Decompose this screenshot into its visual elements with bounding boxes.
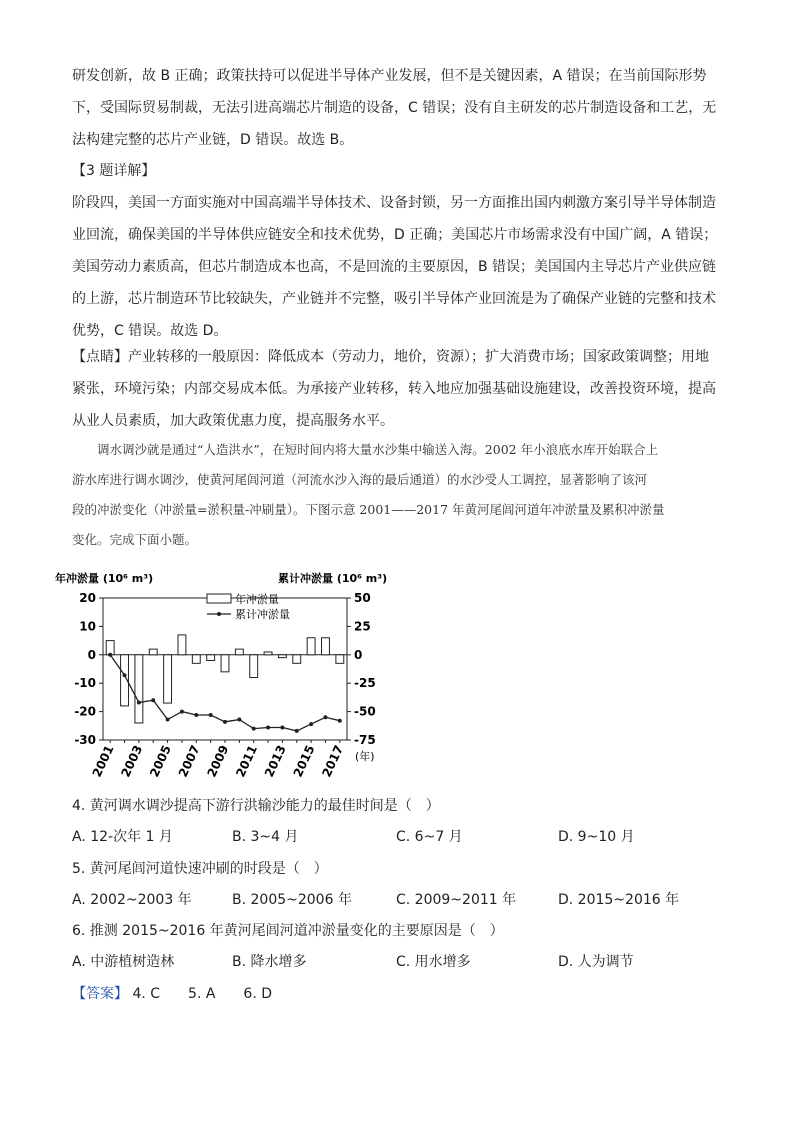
right-tick-label: -50 xyxy=(354,704,376,719)
question-4-stem: 4. 黄河调水调沙提高下游行洪输沙能力的最佳时间是（ ） xyxy=(72,798,440,814)
question-6-stem: 6. 推测 2015~2016 年黄河尾闾河道冲淤量变化的主要原因是（ ） xyxy=(72,923,504,939)
cumulative-point xyxy=(309,722,313,726)
cumulative-point xyxy=(266,726,270,730)
cumulative-point xyxy=(166,718,170,722)
annual-bar xyxy=(293,655,301,664)
option-c[interactable]: C. 用水增多 xyxy=(396,954,471,970)
annual-bar xyxy=(135,655,143,723)
option-a[interactable]: A. 中游植树造林 xyxy=(72,954,175,970)
sediment-chart xyxy=(55,570,395,780)
right-tick-label: -25 xyxy=(354,676,376,691)
cumulative-point xyxy=(194,713,198,717)
x-tick-label: 2009 xyxy=(204,743,232,780)
option-c[interactable]: C. 2009~2011 年 xyxy=(396,892,517,908)
x-tick-label: 2015 xyxy=(290,743,318,780)
option-a[interactable]: A. 12-次年 1 月 xyxy=(72,829,173,845)
annual-bar xyxy=(178,635,186,655)
text-line: 段的冲淤变化（冲淤量=淤积量-冲刷量）。下图示意 2001——2017 年黄河尾闾河道年冲淤量及累积冲淤量 xyxy=(72,502,665,517)
left-tick-label: 10 xyxy=(79,619,96,634)
cumulative-point xyxy=(223,720,227,724)
annual-bar xyxy=(278,655,286,658)
option-d[interactable]: D. 2015~2016 年 xyxy=(558,892,680,908)
cumulative-point xyxy=(180,710,184,714)
cumulative-point xyxy=(338,719,342,723)
x-tick-label: 2003 xyxy=(118,743,146,780)
x-unit-label: (年) xyxy=(355,750,375,763)
text-line: 美国劳动力素质高，但芯片制造成本也高，不是回流的主要原因，B 错误；美国国内主导芯片产业供应链 xyxy=(72,259,717,275)
cumulative-point xyxy=(323,715,327,719)
tip-section xyxy=(72,341,722,437)
cumulative-point xyxy=(209,713,213,717)
x-tick-label: 2007 xyxy=(175,743,203,780)
annual-bar xyxy=(164,655,172,703)
x-tick-label: 2011 xyxy=(233,743,261,780)
annual-bar xyxy=(250,655,258,678)
option-b[interactable]: B. 2005~2006 年 xyxy=(232,892,352,908)
annual-bar xyxy=(149,649,157,655)
left-tick-label: -20 xyxy=(74,704,96,719)
option-b[interactable]: B. 降水增多 xyxy=(232,954,307,970)
x-tick-label: 2005 xyxy=(147,743,174,780)
option-b[interactable]: B. 3~4 月 xyxy=(232,829,299,845)
annual-bar xyxy=(322,638,330,655)
right-tick-label: -75 xyxy=(354,733,376,747)
right-axis-title: 累计冲淤量 (10⁶ m³) xyxy=(278,572,388,585)
legend-line-marker xyxy=(217,612,221,616)
annual-bar xyxy=(336,655,344,664)
text-line: 游水库进行调水调沙，使黄河尾闾河道（河流水沙入海的最后通道）的水沙受人工调控，显著影响了该河 xyxy=(72,472,648,487)
cumulative-point xyxy=(137,701,141,705)
annual-bar xyxy=(192,655,200,664)
cumulative-point xyxy=(295,729,299,733)
option-d[interactable]: D. 人为调节 xyxy=(558,954,634,970)
left-tick-label: -10 xyxy=(74,676,96,691)
left-tick-label: 0 xyxy=(87,647,96,662)
text-line: 下，受国际贸易制裁，无法引进高端芯片制造的设备，C 错误；没有自主研发的芯片制造设备和工艺，无 xyxy=(72,100,717,116)
text-line: 业回流，确保美国的半导体供应链安全和技术优势，D 正确；美国芯片市场需求没有中国广阔，A 错误； xyxy=(72,227,718,243)
legend-bar-label: 年冲淤量 xyxy=(235,593,279,606)
text-line: 紧张，环境污染；内部交易成本低。为承接产业转移，转入地应加强基础设施建设，改善投资环境，提高 xyxy=(72,381,716,397)
option-c[interactable]: C. 6~7 月 xyxy=(396,829,463,845)
answer-label: 【答案】 xyxy=(72,986,128,1002)
annual-bar xyxy=(235,649,243,655)
annual-bar xyxy=(106,641,114,655)
right-tick-label: 0 xyxy=(354,647,363,662)
section-heading: 【3 题详解】 xyxy=(72,163,156,179)
answer-line xyxy=(72,983,272,1003)
left-axis-title: 年冲淤量 (10⁶ m³) xyxy=(55,572,154,585)
text-line: 调水调沙就是通过“人造洪水”，在短时间内将大量水沙集中输送入海。2002 年小浪底水库开始联合上 xyxy=(72,442,659,457)
cumulative-point xyxy=(108,653,112,657)
left-tick-label: -30 xyxy=(74,733,96,747)
text-line: 变化。完成下面小题。 xyxy=(72,532,198,547)
right-tick-label: 50 xyxy=(354,591,371,605)
text-line: 从业人员素质，加大政策优惠力度，提高服务水平。 xyxy=(72,413,394,429)
text-line: 的上游，芯片制造环节比较缺失，产业链并不完整，吸引半导体产业回流是为了确保产业链的完整和技术 xyxy=(72,291,716,307)
cumulative-point xyxy=(280,726,284,730)
material-intro xyxy=(72,435,722,555)
cumulative-point xyxy=(151,698,155,702)
option-a[interactable]: A. 2002~2003 年 xyxy=(72,892,192,908)
left-tick-label: 20 xyxy=(79,591,96,605)
cumulative-point xyxy=(252,727,256,731)
x-tick-label: 2001 xyxy=(89,743,117,780)
annual-bar xyxy=(264,652,272,655)
detail-3-section xyxy=(72,155,722,347)
question-5-stem: 5. 黄河尾闾河道快速冲刷的时段是（ ） xyxy=(72,861,328,877)
text-line: 法构建完整的芯片产业链，D 错误。故选 B。 xyxy=(72,132,354,148)
x-tick-label: 2017 xyxy=(319,743,347,780)
cumulative-point xyxy=(123,673,127,677)
annual-bar xyxy=(221,655,229,672)
option-d[interactable]: D. 9~10 月 xyxy=(558,829,635,845)
analysis-paragraph-2 xyxy=(72,60,722,156)
text-line: 【点睛】产业转移的一般原因：降低成本（劳动力，地价，资源）；扩大消费市场；国家政策调整；用地 xyxy=(72,349,709,365)
answer-values: 4. C 5. A 6. D xyxy=(132,986,273,1002)
text-line: 阶段四，美国一方面实施对中国高端半导体技术、设备封锁，另一方面推出国内刺激方案引导半导体制造 xyxy=(72,195,716,211)
annual-bar xyxy=(307,638,315,655)
right-tick-label: 25 xyxy=(354,619,371,634)
text-line: 优势，C 错误。故选 D。 xyxy=(72,323,228,339)
x-tick-label: 2013 xyxy=(261,743,289,780)
legend xyxy=(207,592,290,621)
text-line: 研发创新，故 B 正确；政策扶持可以促进半导体产业发展，但不是关键因素，A 错误；在当前国际形势 xyxy=(72,68,707,84)
legend-line-label: 累计冲淤量 xyxy=(235,608,290,621)
annual-bar xyxy=(207,655,215,661)
cumulative-point xyxy=(237,718,241,722)
legend-bar-swatch xyxy=(207,594,231,603)
